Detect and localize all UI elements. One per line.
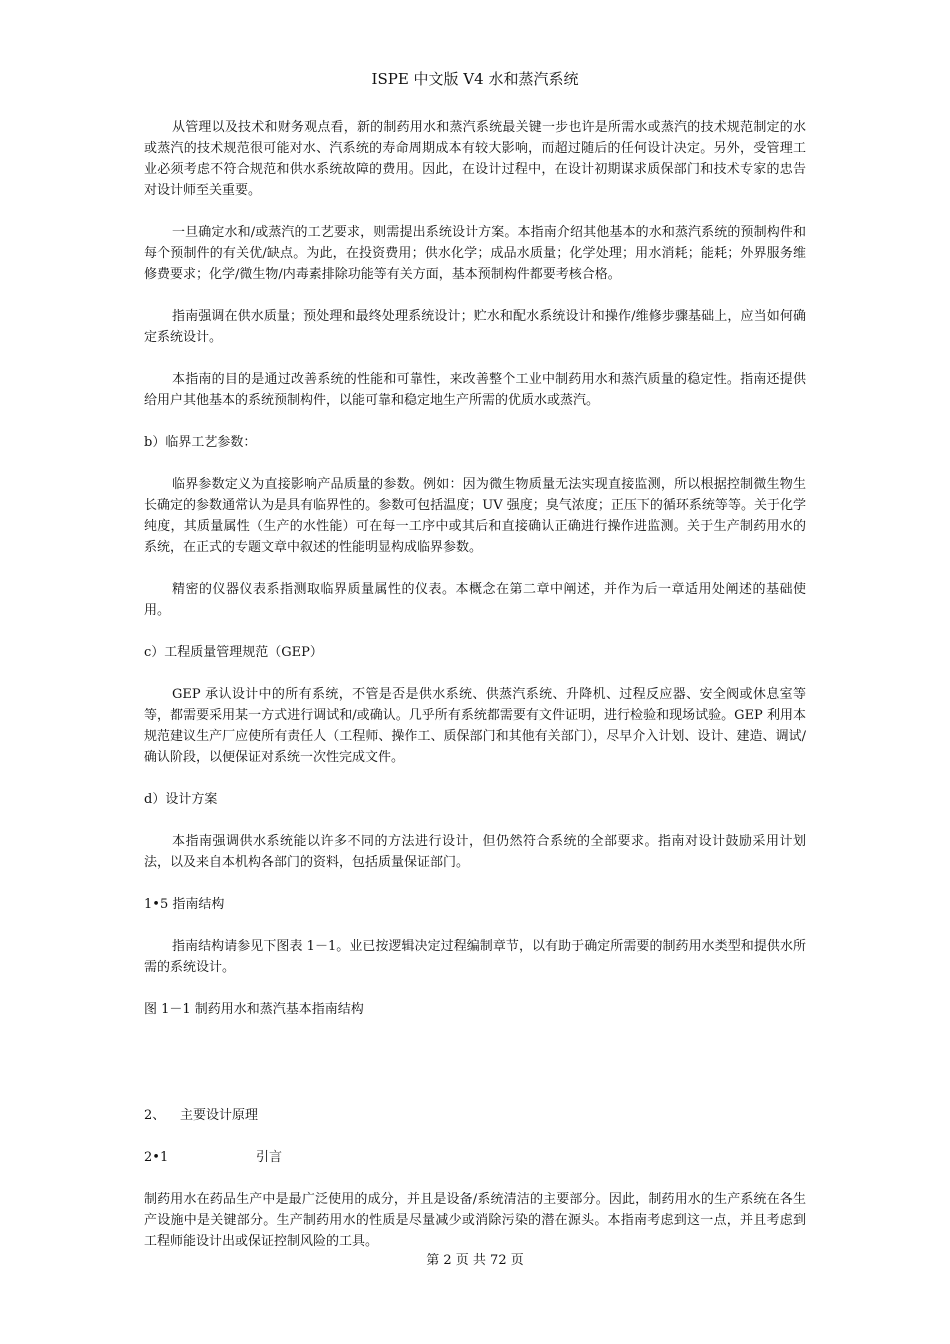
chapter-number: 2、 [144,1108,166,1123]
paragraph: 本指南的目的是通过改善系统的性能和可靠性，来改善整个工业中制药用水和蒸汽质量的稳定性。指南还提供给用户其他基本的系统预制构件，以能可靠和稳定地生产所需的优质水或蒸汽。 [144,372,806,408]
section-heading: d）设计方案 [144,792,218,807]
section-heading: c）工程质量管理规范（GEP） [144,645,323,660]
paragraph: 制药用水在药品生产中是最广泛使用的成分，并且是设备/系统清洁的主要部分。因此，制药用水的生产系统在各生产设施中是关键部分。生产制药用水的性质是尽量减少或消除污染的潜在源头。本指南考虑到这一点，并且考虑到工程师能设计出或保证控制风险的工具。 [144,1192,806,1249]
paragraph: 指南结构请参见下图表 1－1。业已按逻辑决定过程编制章节，以有助于确定所需要的制药用水类型和提供水所需的系统设计。 [144,939,806,975]
section-number: 2•1 [144,1150,169,1165]
paragraph: 本指南强调供水系统能以许多不同的方法进行设计，但仍然符合系统的全部要求。指南对设计鼓励采用计划法，以及来自本机构各部门的资料，包括质量保证部门。 [144,834,806,870]
paragraph: 一旦确定水和/或蒸汽的工艺要求，则需提出系统设计方案。本指南介绍其他基本的水和蒸汽系统的预制构件和每个预制件的有关优/缺点。为此，在投资费用；供水化学；成品水质量；化学处理；用水消耗；能耗；外界服务维修费要求；化学/微生物/内毒素排除功能等有关方面，基本预制构件都要考核合格。 [144,225,806,282]
document-body [144,117,806,1252]
paragraph: 从管理以及技术和财务观点看，新的制药用水和蒸汽系统最关键一步也许是所需水或蒸汽的技术规范制定的水或蒸汽的技术规范很可能对水、汽系统的寿命周期成本有较大影响，而超过随后的任何设计决定。另外，受管理工业必须考虑不符合规范和供水系统故障的费用。因此，在设计过程中，在设计初期谋求质保部门和技术专家的忠告对设计师至关重要。 [144,120,806,198]
page-header: ISPE 中文版 V4 水和蒸汽系统 [371,70,579,88]
paragraph: 精密的仪器仪表系指测取临界质量属性的仪表。本概念在第二章中阐述，并作为后一章适用处阐述的基础使用。 [144,582,806,618]
page-footer: 第 2 页 共 72 页 [426,1253,524,1268]
paragraph: GEP 承认设计中的所有系统，不管是否是供水系统、供蒸汽系统、升降机、过程反应器、安全阀或休息室等等，都需要采用某一方式进行调试和/或确认。几乎所有系统都需要有文件证明，进行检验和现场试验。GEP 利用本规范建议生产厂应使所有责任人（工程师、操作工、质保部门和其他有关部门），尽早介入计划、设计、建造、调试/确认阶段，以便保证对系统一次性完成文件。 [144,687,806,765]
figure-caption: 图 1－1 制药用水和蒸汽基本指南结构 [144,1002,364,1017]
chapter-title: 主要设计原理 [180,1108,259,1123]
section-heading: b）临界工艺参数： [144,435,257,450]
section-title: 引言 [256,1150,283,1165]
paragraph: 指南强调在供水质量；预处理和最终处理系统设计；贮水和配水系统设计和操作/维修步骤基础上，应当如何确定系统设计。 [144,309,806,345]
section-heading [144,1147,806,1168]
paragraph: 临界参数定义为直接影响产品质量的参数。例如：因为微生物质量无法实现直接监测，所以根据控制微生物生长确定的参数通常认为是具有临界性的。参数可包括温度；UV 强度；臭气浓度；正压下的循环系统等等。关于化学纯度，其质量属性（生产的水性能）可在每一工序中或其后和直接确认正确进行操作进监测。关于生产制药用水的系统，在正式的专题文章中叙述的性能明显构成临界参数。 [144,477,806,555]
section-heading: 1•5 指南结构 [144,897,225,912]
chapter-heading [144,1105,806,1126]
